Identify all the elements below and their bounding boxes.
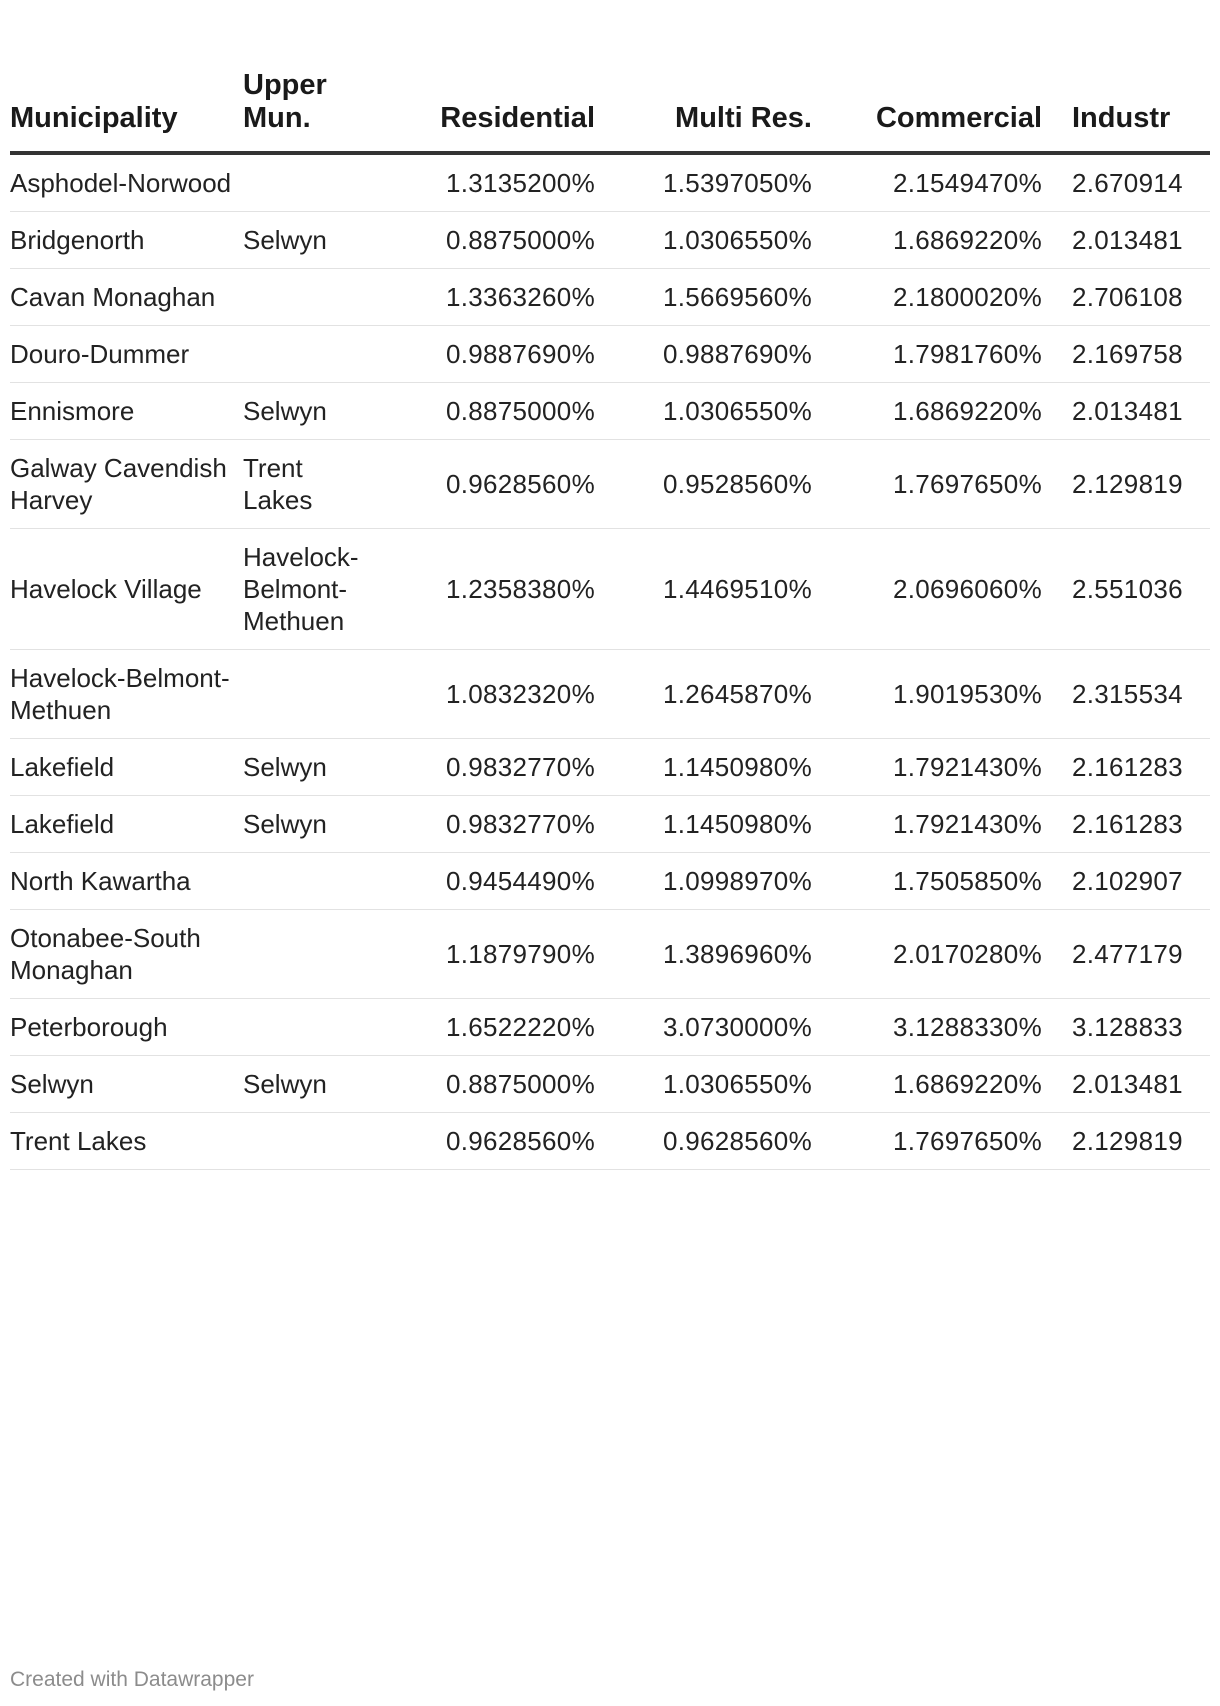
cell-commercial: 1.7921430% xyxy=(812,739,1042,796)
cell-municipality: Galway Cavendish Harvey xyxy=(10,440,243,529)
cell-upper-mun xyxy=(243,650,383,739)
cell-commercial: 1.9019530% xyxy=(812,650,1042,739)
cell-residential: 1.3135200% xyxy=(383,153,595,212)
table-row xyxy=(10,212,1210,269)
header-residential[interactable]: Residential xyxy=(383,0,595,153)
cell-multi-res: 1.0998970% xyxy=(595,853,812,910)
cell-residential: 0.9887690% xyxy=(383,326,595,383)
cell-industrial: 2.102907 xyxy=(1042,853,1210,910)
cell-industrial: 3.128833 xyxy=(1042,999,1210,1056)
footer-credit: Created with Datawrapper xyxy=(10,1668,254,1691)
cell-commercial: 1.6869220% xyxy=(812,212,1042,269)
table-row xyxy=(10,1056,1210,1113)
cell-industrial: 2.013481 xyxy=(1042,1056,1210,1113)
cell-residential: 0.8875000% xyxy=(383,383,595,440)
cell-industrial: 2.315534 xyxy=(1042,650,1210,739)
cell-multi-res: 0.9628560% xyxy=(595,1113,812,1170)
cell-residential: 0.9628560% xyxy=(383,1113,595,1170)
header-industrial[interactable]: Industr xyxy=(1042,0,1210,153)
cell-multi-res: 1.1450980% xyxy=(595,739,812,796)
cell-upper-mun: Selwyn xyxy=(243,1056,383,1113)
cell-residential: 0.9832770% xyxy=(383,796,595,853)
table-header xyxy=(10,0,1210,153)
cell-industrial: 2.169758 xyxy=(1042,326,1210,383)
cell-upper-mun: Selwyn xyxy=(243,383,383,440)
cell-multi-res: 0.9887690% xyxy=(595,326,812,383)
header-row xyxy=(10,0,1210,153)
cell-residential: 1.0832320% xyxy=(383,650,595,739)
cell-multi-res: 1.2645870% xyxy=(595,650,812,739)
cell-municipality: Asphodel-Norwood xyxy=(10,153,243,212)
cell-municipality: Ennismore xyxy=(10,383,243,440)
table-row xyxy=(10,910,1210,999)
cell-multi-res: 1.1450980% xyxy=(595,796,812,853)
cell-commercial: 1.7981760% xyxy=(812,326,1042,383)
header-commercial[interactable]: Commercial xyxy=(812,0,1042,153)
table-row xyxy=(10,853,1210,910)
cell-industrial: 2.551036 xyxy=(1042,529,1210,650)
cell-municipality: Havelock Village xyxy=(10,529,243,650)
cell-commercial: 1.7697650% xyxy=(812,440,1042,529)
cell-residential: 0.8875000% xyxy=(383,1056,595,1113)
cell-industrial: 2.013481 xyxy=(1042,212,1210,269)
cell-commercial: 3.1288330% xyxy=(812,999,1042,1056)
cell-residential: 0.9628560% xyxy=(383,440,595,529)
cell-municipality: Cavan Monaghan xyxy=(10,269,243,326)
cell-municipality: Bridgenorth xyxy=(10,212,243,269)
table-row xyxy=(10,440,1210,529)
table-row xyxy=(10,529,1210,650)
cell-upper-mun xyxy=(243,1113,383,1170)
table-body xyxy=(10,153,1210,1170)
cell-residential: 0.8875000% xyxy=(383,212,595,269)
cell-residential: 1.2358380% xyxy=(383,529,595,650)
cell-upper-mun: Havelock-Belmont-Methuen xyxy=(243,529,383,650)
cell-residential: 1.6522220% xyxy=(383,999,595,1056)
table-row xyxy=(10,1113,1210,1170)
cell-multi-res: 1.5397050% xyxy=(595,153,812,212)
table-row xyxy=(10,739,1210,796)
cell-multi-res: 1.0306550% xyxy=(595,212,812,269)
cell-commercial: 2.0696060% xyxy=(812,529,1042,650)
cell-municipality: Trent Lakes xyxy=(10,1113,243,1170)
cell-multi-res: 3.0730000% xyxy=(595,999,812,1056)
table-container xyxy=(10,0,1210,1650)
cell-upper-mun: Selwyn xyxy=(243,796,383,853)
cell-residential: 1.3363260% xyxy=(383,269,595,326)
cell-industrial: 2.013481 xyxy=(1042,383,1210,440)
cell-upper-mun xyxy=(243,853,383,910)
header-upper-mun[interactable]: Upper Mun. xyxy=(243,0,383,153)
cell-municipality: Lakefield xyxy=(10,739,243,796)
cell-industrial: 2.129819 xyxy=(1042,440,1210,529)
cell-upper-mun xyxy=(243,910,383,999)
cell-multi-res: 1.3896960% xyxy=(595,910,812,999)
cell-upper-mun xyxy=(243,153,383,212)
table-row xyxy=(10,796,1210,853)
cell-municipality: Douro-Dummer xyxy=(10,326,243,383)
table-row xyxy=(10,326,1210,383)
table-row xyxy=(10,650,1210,739)
cell-commercial: 1.6869220% xyxy=(812,383,1042,440)
cell-municipality: Peterborough xyxy=(10,999,243,1056)
cell-commercial: 1.7697650% xyxy=(812,1113,1042,1170)
cell-multi-res: 1.5669560% xyxy=(595,269,812,326)
cell-upper-mun: Trent Lakes xyxy=(243,440,383,529)
cell-multi-res: 1.0306550% xyxy=(595,1056,812,1113)
table-row xyxy=(10,383,1210,440)
cell-industrial: 2.129819 xyxy=(1042,1113,1210,1170)
cell-industrial: 2.161283 xyxy=(1042,796,1210,853)
cell-municipality: Selwyn xyxy=(10,1056,243,1113)
cell-municipality: Lakefield xyxy=(10,796,243,853)
header-municipality[interactable]: Municipality xyxy=(10,0,243,153)
cell-commercial: 1.7505850% xyxy=(812,853,1042,910)
cell-industrial: 2.161283 xyxy=(1042,739,1210,796)
cell-industrial: 2.706108 xyxy=(1042,269,1210,326)
cell-residential: 0.9832770% xyxy=(383,739,595,796)
cell-upper-mun xyxy=(243,269,383,326)
data-table xyxy=(10,0,1210,1170)
table-row xyxy=(10,999,1210,1056)
cell-multi-res: 1.4469510% xyxy=(595,529,812,650)
cell-upper-mun: Selwyn xyxy=(243,212,383,269)
cell-commercial: 1.7921430% xyxy=(812,796,1042,853)
table-row xyxy=(10,153,1210,212)
cell-upper-mun xyxy=(243,999,383,1056)
cell-multi-res: 0.9528560% xyxy=(595,440,812,529)
cell-upper-mun xyxy=(243,326,383,383)
cell-municipality: Otonabee-South Monaghan xyxy=(10,910,243,999)
cell-commercial: 1.6869220% xyxy=(812,1056,1042,1113)
cell-commercial: 2.1549470% xyxy=(812,153,1042,212)
cell-municipality: North Kawartha xyxy=(10,853,243,910)
cell-municipality: Havelock-Belmont-Methuen xyxy=(10,650,243,739)
cell-multi-res: 1.0306550% xyxy=(595,383,812,440)
cell-upper-mun: Selwyn xyxy=(243,739,383,796)
header-multi-res[interactable]: Multi Res. xyxy=(595,0,812,153)
cell-commercial: 2.1800020% xyxy=(812,269,1042,326)
cell-residential: 1.1879790% xyxy=(383,910,595,999)
cell-industrial: 2.477179 xyxy=(1042,910,1210,999)
cell-commercial: 2.0170280% xyxy=(812,910,1042,999)
cell-industrial: 2.670914 xyxy=(1042,153,1210,212)
table-row xyxy=(10,269,1210,326)
cell-residential: 0.9454490% xyxy=(383,853,595,910)
